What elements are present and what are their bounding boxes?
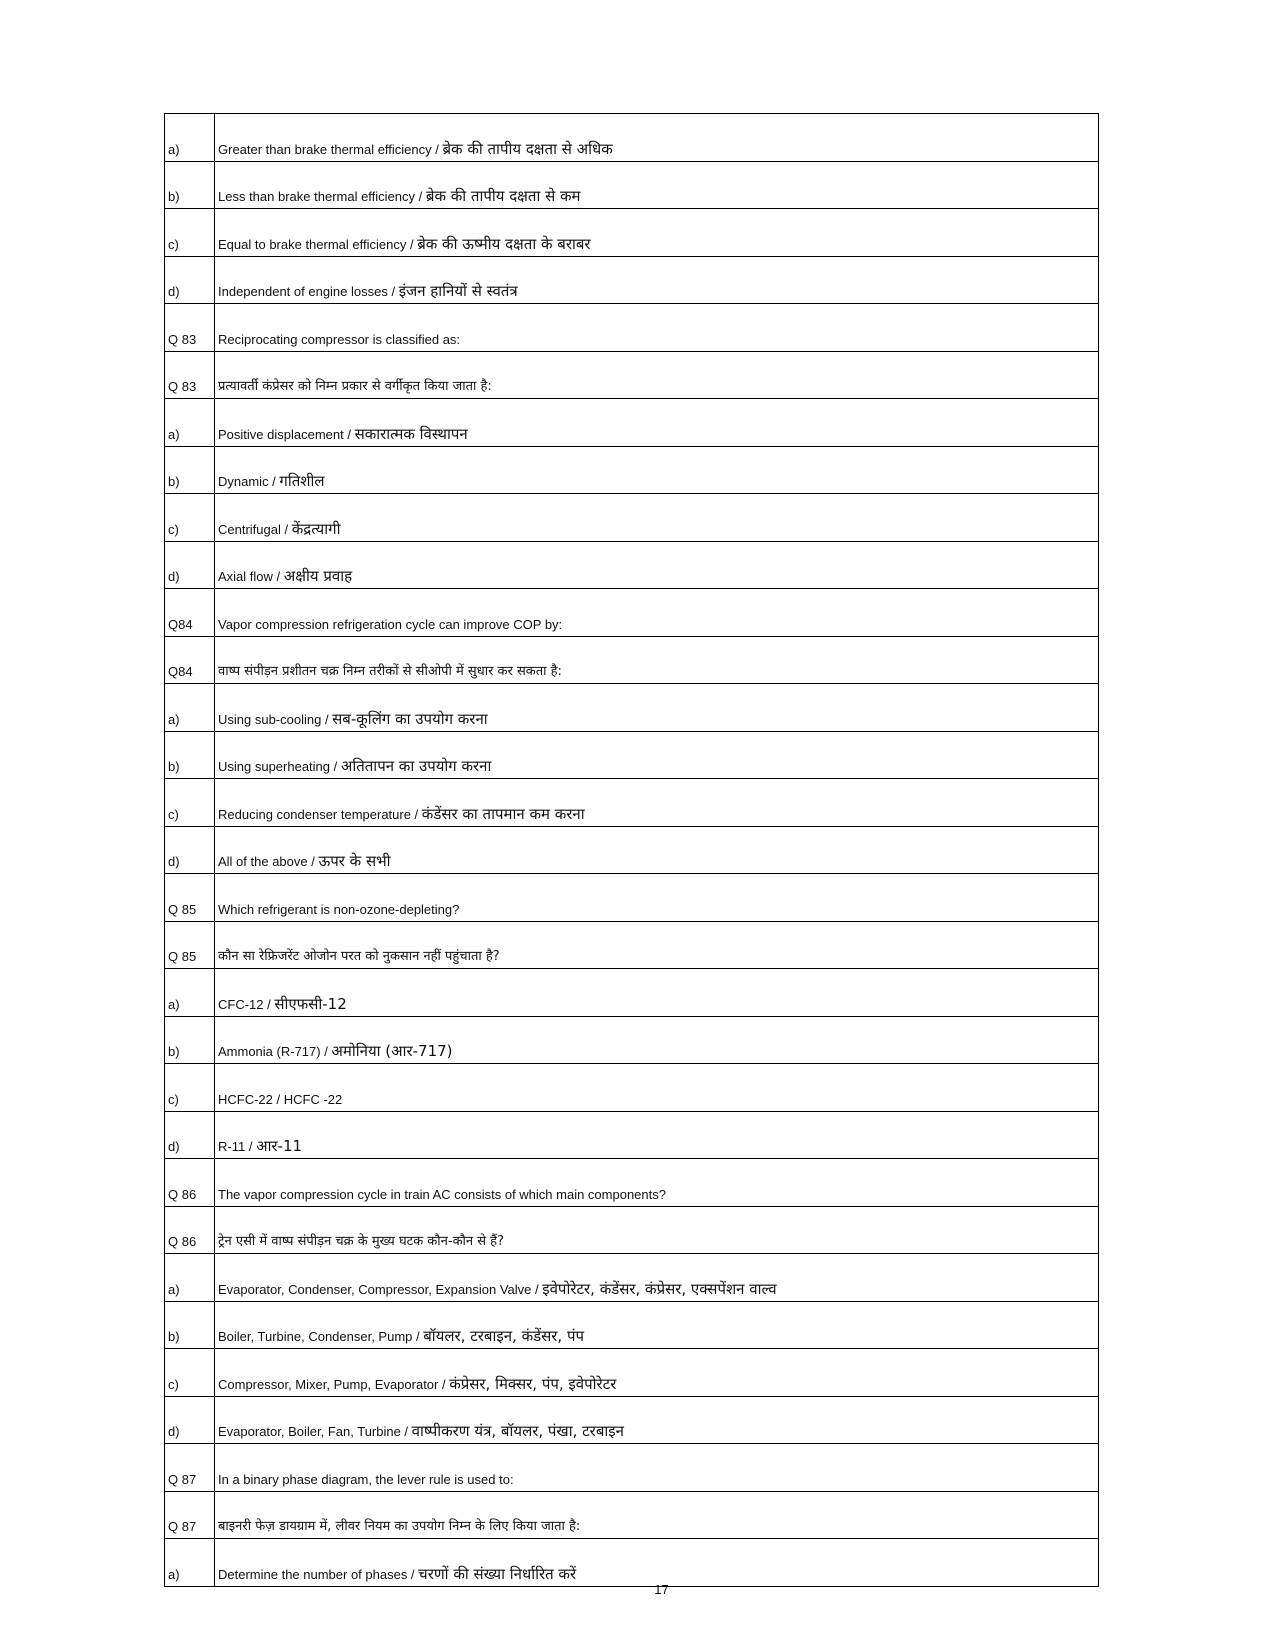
question-table: [164, 113, 1099, 1587]
table-row: [165, 1396, 1099, 1444]
hindi-text: ब्रेक की तापीय दक्षता से कम: [425, 187, 581, 205]
question-text-cell: [215, 779, 1099, 827]
table-row: [165, 1111, 1099, 1159]
hindi-text: इवेपोरेटर, कंडेंसर, कंप्रेसर, एक्सपेंशन वाल्व: [542, 1279, 777, 1298]
english-text: The vapor compression cycle in train AC consists of which main components?: [218, 1186, 666, 1202]
hindi-text: आर-11: [256, 1137, 303, 1155]
question-label-cell: d): [165, 256, 215, 304]
question-table-body: [165, 114, 1099, 1587]
english-text: Using sub-cooling /: [218, 711, 333, 727]
english-text: Evaporator, Condenser, Compressor, Expansion Valve /: [218, 1281, 543, 1297]
table-row: [165, 921, 1099, 969]
question-text-cell: [215, 1396, 1099, 1444]
english-text: Centrifugal /: [218, 521, 292, 537]
table-row: [165, 1301, 1099, 1349]
question-label-cell: Q 86: [165, 1159, 215, 1207]
table-row: [165, 636, 1099, 684]
question-label-cell: a): [165, 1539, 215, 1587]
question-text-cell: [215, 351, 1099, 399]
question-text-cell: [215, 256, 1099, 304]
hindi-text: बॉयलर, टरबाइन, कंडेंसर, पंप: [423, 1327, 584, 1345]
question-label-cell: a): [165, 969, 215, 1017]
table-row: [165, 1444, 1099, 1492]
english-text: Boiler, Turbine, Condenser, Pump /: [218, 1329, 424, 1344]
table-row: [165, 589, 1099, 637]
hindi-text: कंडेंसर का तापमान कम करना: [421, 804, 585, 823]
hindi-text: सकारात्मक विस्थापन: [354, 424, 468, 443]
question-text-cell: [215, 921, 1099, 969]
question-label-cell: a): [165, 684, 215, 732]
table-row: [165, 351, 1099, 399]
page-number: 17: [654, 1582, 669, 1597]
question-label-cell: d): [165, 1111, 215, 1159]
question-label-cell: Q 83: [165, 351, 215, 399]
table-row: [165, 684, 1099, 732]
table-row: [165, 161, 1099, 209]
english-text: Vapor compression refrigeration cycle can improve COP by:: [218, 616, 563, 632]
table-row: [165, 541, 1099, 589]
hindi-text: प्रत्यावर्ती कंप्रेसर को निम्न प्रकार से वर्गीकृत किया जाता है:: [218, 379, 492, 394]
hindi-text: वाष्प संपीड़न प्रशीतन चक्र निम्न तरीकों से सीओपी में सुधार कर सकता है:: [218, 664, 562, 679]
table-row: [165, 1064, 1099, 1112]
question-label-cell: a): [165, 114, 215, 162]
question-text-cell: [215, 1254, 1099, 1302]
question-label-cell: c): [165, 209, 215, 257]
hindi-text: अमोनिया (आर-717): [331, 1042, 453, 1060]
english-text: Independent of engine losses /: [218, 284, 399, 299]
table-row: [165, 826, 1099, 874]
question-text-cell: [215, 1491, 1099, 1539]
question-label-cell: Q 85: [165, 874, 215, 922]
english-text: Equal to brake thermal efficiency /: [218, 236, 418, 252]
hindi-text: ब्रेक की ऊष्मीय दक्षता के बराबर: [417, 234, 591, 253]
question-text-cell: [215, 969, 1099, 1017]
question-label-cell: c): [165, 1349, 215, 1397]
table-row: [165, 1016, 1099, 1064]
table-row: [165, 114, 1099, 162]
question-text-cell: [215, 1111, 1099, 1159]
hindi-text: चरणों की संख्या निर्धारित करें: [418, 1564, 577, 1583]
question-label-cell: Q84: [165, 636, 215, 684]
question-text-cell: [215, 209, 1099, 257]
question-label-cell: c): [165, 494, 215, 542]
table-row: [165, 731, 1099, 779]
question-text-cell: [215, 1206, 1099, 1254]
question-label-cell: Q84: [165, 589, 215, 637]
question-text-cell: [215, 826, 1099, 874]
english-text: Evaporator, Boiler, Fan, Turbine /: [218, 1424, 412, 1439]
hindi-text: गतिशील: [279, 472, 325, 490]
question-label-cell: Q 86: [165, 1206, 215, 1254]
english-text: Less than brake thermal efficiency /: [218, 189, 426, 204]
table-row: [165, 1159, 1099, 1207]
table-row: [165, 446, 1099, 494]
question-text-cell: [215, 589, 1099, 637]
hindi-text: सब-कूलिंग का उपयोग करना: [332, 709, 488, 728]
table-row: [165, 1206, 1099, 1254]
question-text-cell: [215, 114, 1099, 162]
english-text: Reducing condenser temperature /: [218, 806, 422, 822]
question-label-cell: b): [165, 731, 215, 779]
english-text: Which refrigerant is non-ozone-depleting?: [218, 901, 460, 917]
table-row: [165, 779, 1099, 827]
question-text-cell: [215, 494, 1099, 542]
table-row: [165, 209, 1099, 257]
english-text: Determine the number of phases /: [218, 1566, 419, 1582]
question-label-cell: b): [165, 1301, 215, 1349]
english-text: R-11 /: [218, 1139, 257, 1154]
table-row: [165, 1254, 1099, 1302]
question-label-cell: Q 87: [165, 1444, 215, 1492]
table-row: [165, 304, 1099, 352]
hindi-text: कौन सा रेफ्रिजरेंट ओजोन परत को नुकसान नहीं पहुंचाता है?: [218, 949, 500, 964]
english-text: Greater than brake thermal efficiency /: [218, 141, 443, 157]
hindi-text: ब्रेक की तापीय दक्षता से अधिक: [442, 139, 613, 158]
question-text-cell: [215, 684, 1099, 732]
hindi-text: इंजन हानियों से स्वतंत्र: [398, 282, 518, 300]
table-row: [165, 399, 1099, 447]
hindi-text: बाइनरी फेज़ डायग्राम में, लीवर नियम का उपयोग निम्न के लिए किया जाता है:: [218, 1519, 581, 1534]
question-text-cell: [215, 636, 1099, 684]
table-row: [165, 494, 1099, 542]
english-text: CFC-12 /: [218, 996, 275, 1012]
question-label-cell: a): [165, 1254, 215, 1302]
question-label-cell: d): [165, 541, 215, 589]
question-text-cell: [215, 731, 1099, 779]
english-text: Positive displacement /: [218, 426, 355, 442]
english-text: All of the above /: [218, 854, 319, 869]
hindi-text: सीएफसी-12: [274, 994, 347, 1013]
english-text: In a binary phase diagram, the lever rule is used to:: [218, 1471, 514, 1487]
question-label-cell: a): [165, 399, 215, 447]
question-label-cell: d): [165, 1396, 215, 1444]
table-row: [165, 256, 1099, 304]
hindi-text: अक्षीय प्रवाह: [283, 567, 353, 585]
question-label-cell: Q 87: [165, 1491, 215, 1539]
question-label-cell: b): [165, 1016, 215, 1064]
question-text-cell: [215, 1301, 1099, 1349]
english-text: Reciprocating compressor is classified as:: [218, 331, 461, 347]
question-label-cell: b): [165, 446, 215, 494]
question-text-cell: [215, 161, 1099, 209]
question-text-cell: [215, 1444, 1099, 1492]
question-label-cell: Q 85: [165, 921, 215, 969]
english-text: Compressor, Mixer, Pump, Evaporator /: [218, 1376, 450, 1392]
table-row: [165, 874, 1099, 922]
english-text: Using superheating /: [218, 759, 341, 774]
question-label-cell: c): [165, 1064, 215, 1112]
question-text-cell: [215, 1016, 1099, 1064]
hindi-text: ऊपर के सभी: [318, 852, 391, 870]
question-text-cell: [215, 541, 1099, 589]
hindi-text: अतितापन का उपयोग करना: [340, 757, 492, 775]
question-label-cell: c): [165, 779, 215, 827]
question-label-cell: Q 83: [165, 304, 215, 352]
question-label-cell: b): [165, 161, 215, 209]
question-text-cell: [215, 1064, 1099, 1112]
hindi-text: ट्रेन एसी में वाष्प संपीड़न चक्र के मुख्य घटक कौन-कौन से हैं?: [218, 1234, 504, 1249]
question-text-cell: [215, 399, 1099, 447]
question-text-cell: [215, 1349, 1099, 1397]
table-row: [165, 1349, 1099, 1397]
question-text-cell: [215, 1539, 1099, 1587]
question-text-cell: [215, 874, 1099, 922]
hindi-text: केंद्रत्यागी: [291, 519, 341, 538]
question-label-cell: d): [165, 826, 215, 874]
english-text: Dynamic /: [218, 474, 280, 489]
table-row: [165, 969, 1099, 1017]
table-row: [165, 1491, 1099, 1539]
english-text: Ammonia (R-717) /: [218, 1044, 332, 1059]
hindi-text: वाष्पीकरण यंत्र, बॉयलर, पंखा, टरबाइन: [411, 1422, 624, 1440]
question-text-cell: [215, 1159, 1099, 1207]
english-text: HCFC-22 / HCFC -22: [218, 1091, 343, 1107]
question-text-cell: [215, 304, 1099, 352]
question-text-cell: [215, 446, 1099, 494]
hindi-text: कंप्रेसर, मिक्सर, पंप, इवेपोरेटर: [449, 1374, 617, 1393]
table-row: [165, 1539, 1099, 1587]
english-text: Axial flow /: [218, 569, 284, 584]
